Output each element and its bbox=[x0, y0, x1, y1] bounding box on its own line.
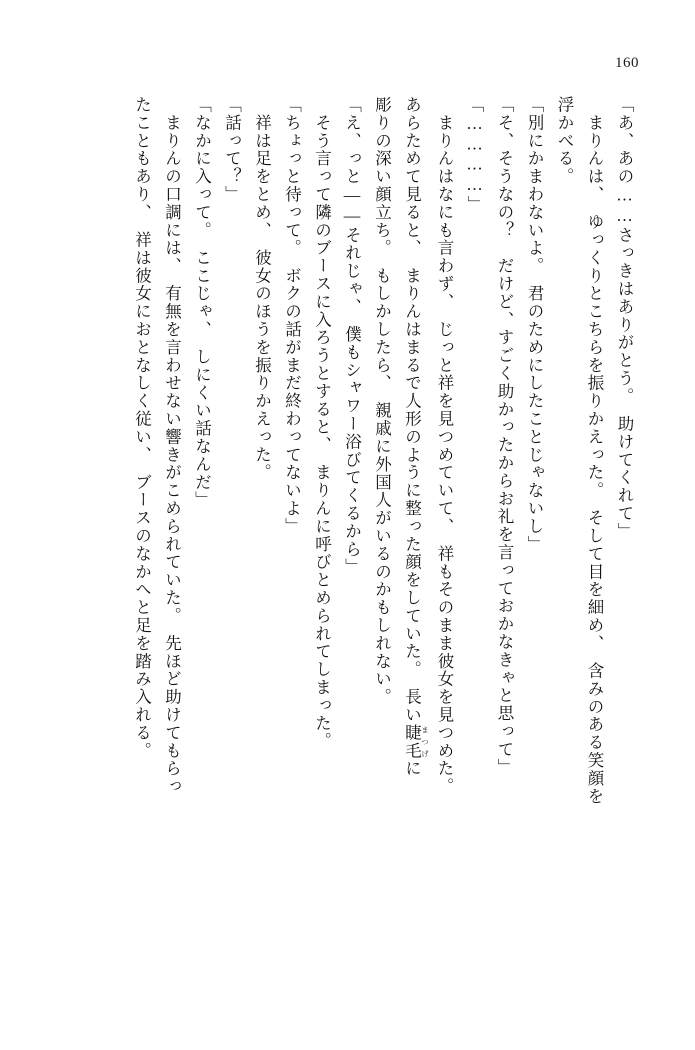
text-line: たこともあり、 祥は彼女におとなしく従い、 ブースのなかへと足を踏み入れる。 bbox=[132, 96, 152, 760]
text-line-with-ruby: あらためて見ると、 まりんはまるで人形のように整った顔をしていた。 長い睫毛 まつげに bbox=[402, 96, 430, 778]
text-line: まりんの口調には、 有無を言わせない響きがこめられていた。 先ほど助けてもらっ bbox=[162, 96, 182, 796]
text-line: 彫りの深い顔立ち。 もしかしたら、 親戚に外国人がいるのかもしれない。 bbox=[372, 96, 392, 706]
vertical-text-body bbox=[60, 96, 639, 988]
text-line: 「なかに入って。 ここじゃ、 しにくい話なんだ」 bbox=[192, 96, 212, 510]
page-number: 160 bbox=[615, 55, 639, 71]
text-line: 浮かべる。 bbox=[555, 96, 574, 186]
text-line: 「ちょっと待って。 ボクの話がまだ終わってないよ」 bbox=[282, 96, 302, 536]
text-line: そう言って隣のブースに入ろうとすると、 まりんに呼びとめられてしまった。 bbox=[312, 96, 332, 751]
text-line: 「別にかまわないよ。 君のためにしたことじゃないし」 bbox=[525, 96, 544, 554]
text-line: まりんは、 ゆっくりとこちらを振りかえった。 そして目を細め、 含みのある笑顔を bbox=[585, 96, 604, 806]
text-line: 「あ、あの……さっきはありがとう。 助けてくれて」 bbox=[615, 96, 634, 541]
text-line: 「え、っと――それじゃ、 僕もシャワー浴びてくるから」 bbox=[342, 96, 362, 577]
text-line: 「話って？」 bbox=[222, 96, 242, 204]
text-line: 「そ、そうなの？ だけど、すごく助かったからお礼を言っておかなきゃと思って」 bbox=[495, 96, 514, 777]
ruby-annotation: 睫毛 まつげ bbox=[402, 723, 430, 760]
text-line: 「…………」 bbox=[465, 96, 484, 214]
text-line: まりんはなにも言わず、 じっと祥を見つめていて、 祥もそのまま彼女を見つめた。 bbox=[435, 96, 454, 796]
text-line: 祥は足をとめ、 彼女のほうを振りかえった。 bbox=[252, 96, 272, 482]
